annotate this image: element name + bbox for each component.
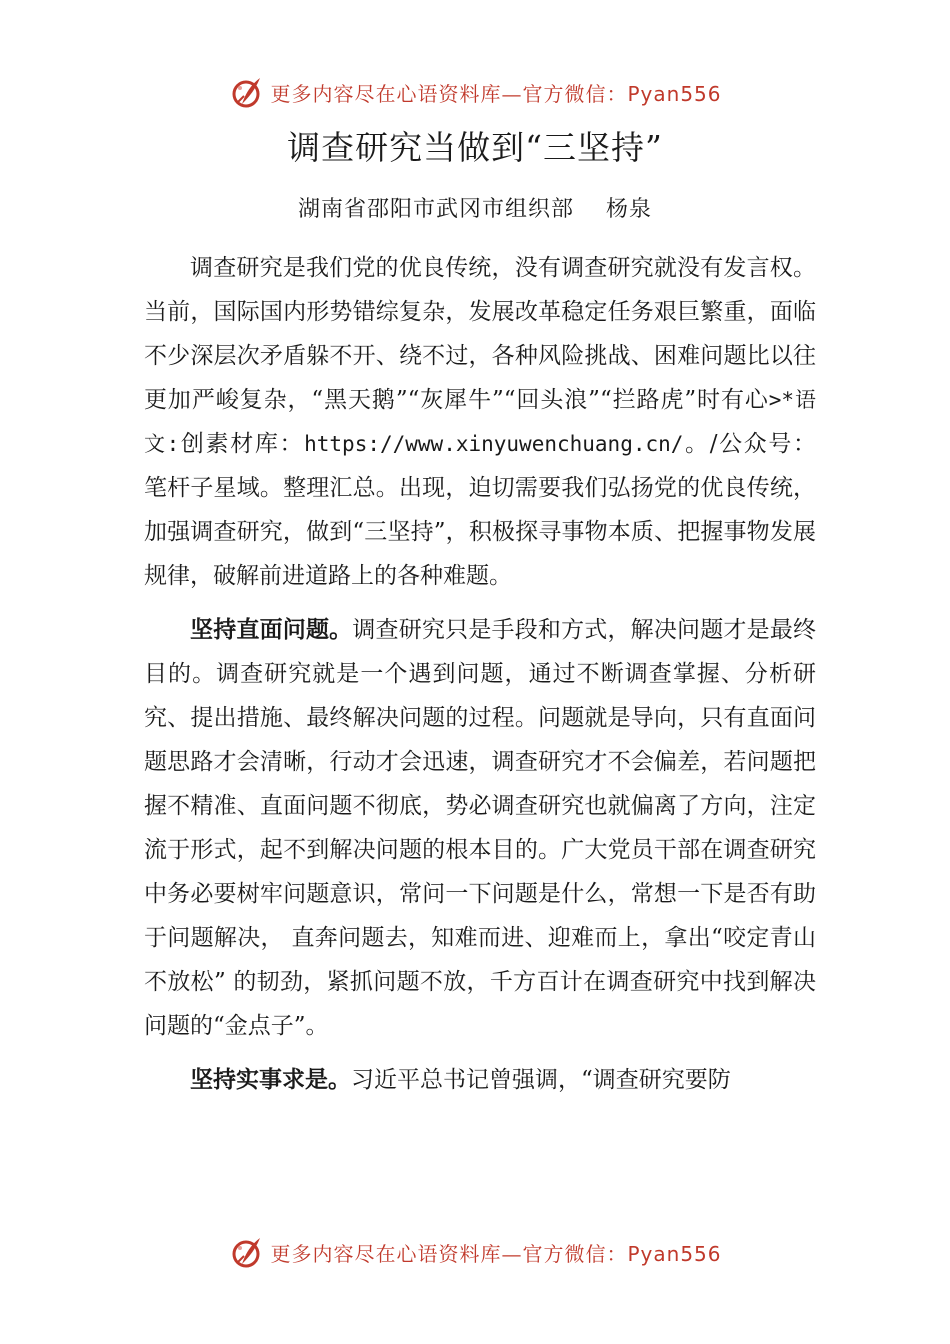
byline-author: 杨泉: [606, 197, 653, 222]
quill-logo-icon: [228, 1234, 264, 1270]
watermark-text: [270, 78, 721, 107]
paragraph-intro: [144, 246, 816, 598]
paragraph-face-problems: [144, 608, 816, 1048]
paragraph-intro-text-c: 。/公众号：笔杆子星域。整理汇总。出现，迫切需要我们弘扬党的优良传统，加强调查研究，做到“三坚持”，积极探寻事物本质、把握事物发展规律，破解前进道路上的各种难题。: [144, 431, 817, 589]
paragraph-face-problems-lead: 坚持直面问题。: [190, 617, 353, 643]
paragraph-seek-truth: [144, 1058, 816, 1102]
watermark-separator: —: [501, 81, 523, 106]
paragraph-intro-mono-a: >*语文:: [144, 388, 816, 456]
byline-org: 湖南省邵阳市武冈市组织部: [297, 197, 574, 222]
footer-watermark: [0, 1232, 950, 1272]
article-title: 调查研究当做到“三坚持”: [287, 128, 663, 167]
header-watermark: [0, 72, 950, 112]
paragraph-intro-text-a: 调查研究是我们党的优良传统，没有调查研究就没有发言权。当前，国际国内形势错综复杂，发展改革稳定任务艰巨繁重，面临不少深层次矛盾躲不开、绕不过，各种风险挑战、困难问题比以往更加严峻复杂，“黑天鹅”“灰犀牛”“回头浪”“拦路虎”时有心: [144, 255, 816, 413]
watermark-account: Pyan556: [627, 1241, 722, 1266]
watermark-account: Pyan556: [627, 81, 722, 106]
watermark-suffix: 官方微信：: [522, 1241, 628, 1266]
watermark-text: [270, 1238, 721, 1267]
watermark-separator: —: [501, 1241, 523, 1266]
paragraph-intro-url: https://www.xinyuwenchuang.cn/: [304, 432, 684, 456]
watermark-site: 更多内容尽在心语资料库: [270, 1241, 502, 1266]
quill-logo-icon: [228, 74, 264, 110]
article-body: [144, 246, 816, 1102]
paragraph-intro-text-b: 创素材库：: [179, 431, 305, 457]
paragraph-face-problems-body: 调查研究只是手段和方式，解决问题才是最终目的。调查研究就是一个遇到问题，通过不断调查掌握、分析研究、提出措施、最终解决问题的过程。问题就是导向，只有直面问题思路才会清晰，行动才会迅速，调查研究才不会偏差，若问题把握不精准、直面问题不彻底，势必调查研究也就偏离了方向，注定流于形式，起不到解决问题的根本目的。广大党员干部在调查研究中务必要树牢问题意识，常问一下问题是什么，常想一下是否有助于问题解决， 直奔问题去，知难而进、迎难而上，拿出“咬定青山不放松” 的韧劲，紧抓问题不放，千方百计在调查研究中找到解决问题的“金点子”。: [144, 617, 817, 1039]
paragraph-seek-truth-lead: 坚持实事求是。: [190, 1067, 351, 1093]
watermark-site: 更多内容尽在心语资料库: [270, 81, 502, 106]
article-byline: [0, 190, 950, 230]
watermark-suffix: 官方微信：: [522, 81, 628, 106]
paragraph-seek-truth-body: 习近平总书记曾强调，“调查研究要防: [351, 1067, 731, 1093]
